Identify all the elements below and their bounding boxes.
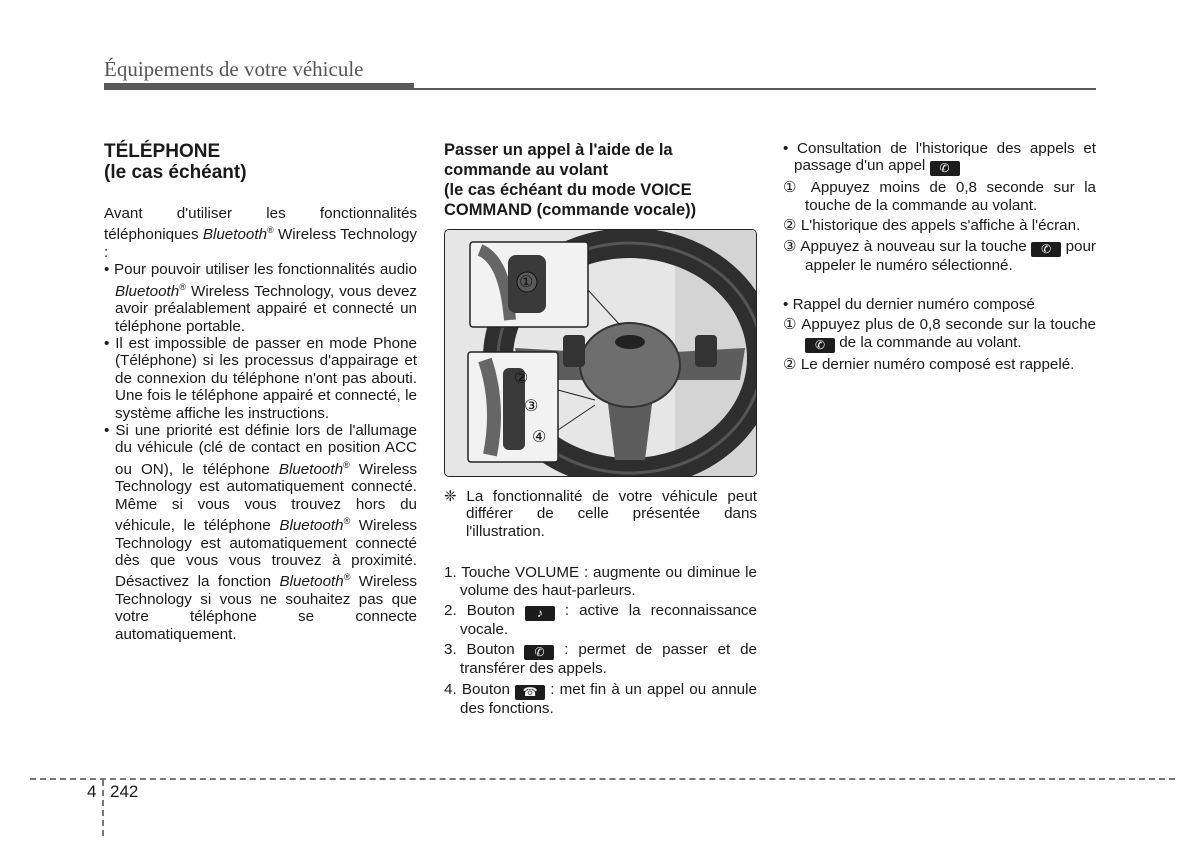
list-item: • Si une priorité est définie lors de l'allumage du véhicule (clé de contact en position ACC ou ON), le téléphone Bluetooth® Wireless Technology est automatiquement connecté. Même si vous vous trouvez hors du véhicule, le téléphone Bluetooth® Wireless Technology est automatiquement connecté dès que vous vous trouvez à proximité. Désactivez la fonction Bluetooth® Wireless Technology si vous ne souhaitez pas que votre téléphone se connecte automatiquement. <box>104 422 417 643</box>
step-item: ③ Appuyez à nouveau sur la touche ✆ pour appeler le numéro sélectionné. <box>783 237 1096 274</box>
page-title: TÉLÉPHONE (le cas échéant) <box>104 141 247 183</box>
subsection-title: • Rappel du dernier numéro composé <box>783 296 1035 314</box>
step-item: ① Appuyez moins de 0,8 seconde sur la touche de la commande au volant. <box>783 179 1097 214</box>
note-paragraph: ❈ La fonctionnalité de votre véhicule peut différer de celle présentée dans l'illustration. <box>444 488 757 540</box>
callout-1: ① <box>519 274 534 291</box>
callout-3: ③ <box>524 398 539 415</box>
list-item: 4. Bouton ☎ : met fin à un appel ou annule des fonctions. <box>444 680 757 717</box>
section-heading: Passer un appel à l'aide de la commande au volant (le cas échéant du mode VOICE COMMAND (commande vocale)) <box>444 141 697 219</box>
header-bar <box>104 83 414 90</box>
header-rule <box>414 88 1096 90</box>
list-item: • Il est impossible de passer en mode Phone (Téléphone) si les processus d'appairage et de connexion du téléphone n'ont pas abouti. Une fois le téléphone appairé et connecté, le système affiche les instructions. <box>104 334 417 422</box>
call-button-icon: ✆ <box>930 161 960 176</box>
subsection-title: • Consultation de l'historique des appels et passage d'un appel ✆ <box>783 140 1096 176</box>
voice-recognition-button-icon: ♪ <box>525 606 555 621</box>
callout-2: ② <box>514 370 529 387</box>
step-item: ① Appuyez plus de 0,8 seconde sur la touche ✆ de la commande au volant. <box>783 316 1096 352</box>
call-button-icon: ✆ <box>805 338 835 353</box>
footer-rule <box>30 778 1175 780</box>
page-number: 242 <box>110 782 139 801</box>
callout-4: ④ <box>532 429 547 446</box>
footer-divider <box>102 780 104 836</box>
call-button-icon: ✆ <box>1031 242 1061 257</box>
call-answer-button-icon: ✆ <box>524 645 554 660</box>
column-middle-text <box>444 488 757 717</box>
list-item: 3. Bouton ✆ : permet de passer et de transférer des appels. <box>444 641 757 678</box>
list-item: 1. Touche VOLUME : augmente ou diminue le volume des haut-parleurs. <box>444 564 757 599</box>
call-end-button-icon: ☎ <box>515 685 545 700</box>
list-item: 2. Bouton ♪ : active la reconnaissance vocale. <box>444 602 757 639</box>
intro-paragraph: Avant d'utiliser les fonctionnalités téléphoniques Bluetooth® Wireless Technology : <box>104 205 417 261</box>
column-left <box>104 141 417 643</box>
step-item: ② L'historique des appels s'affiche à l'écran. <box>783 217 1081 235</box>
list-item: • Pour pouvoir utiliser les fonctionnalités audio Bluetooth® Wireless Technology, vous devez avoir préalablement appairé et connecté un téléphone portable. <box>104 261 417 335</box>
column-right <box>783 140 1096 373</box>
step-item: ② Le dernier numéro composé est rappelé. <box>783 355 1075 373</box>
section-number: 4 <box>87 782 97 801</box>
steering-wheel-svg <box>445 230 756 476</box>
column-middle <box>444 140 757 220</box>
section-header-title: Équipements de votre véhicule <box>104 57 364 81</box>
steering-wheel-illustration <box>444 229 757 477</box>
